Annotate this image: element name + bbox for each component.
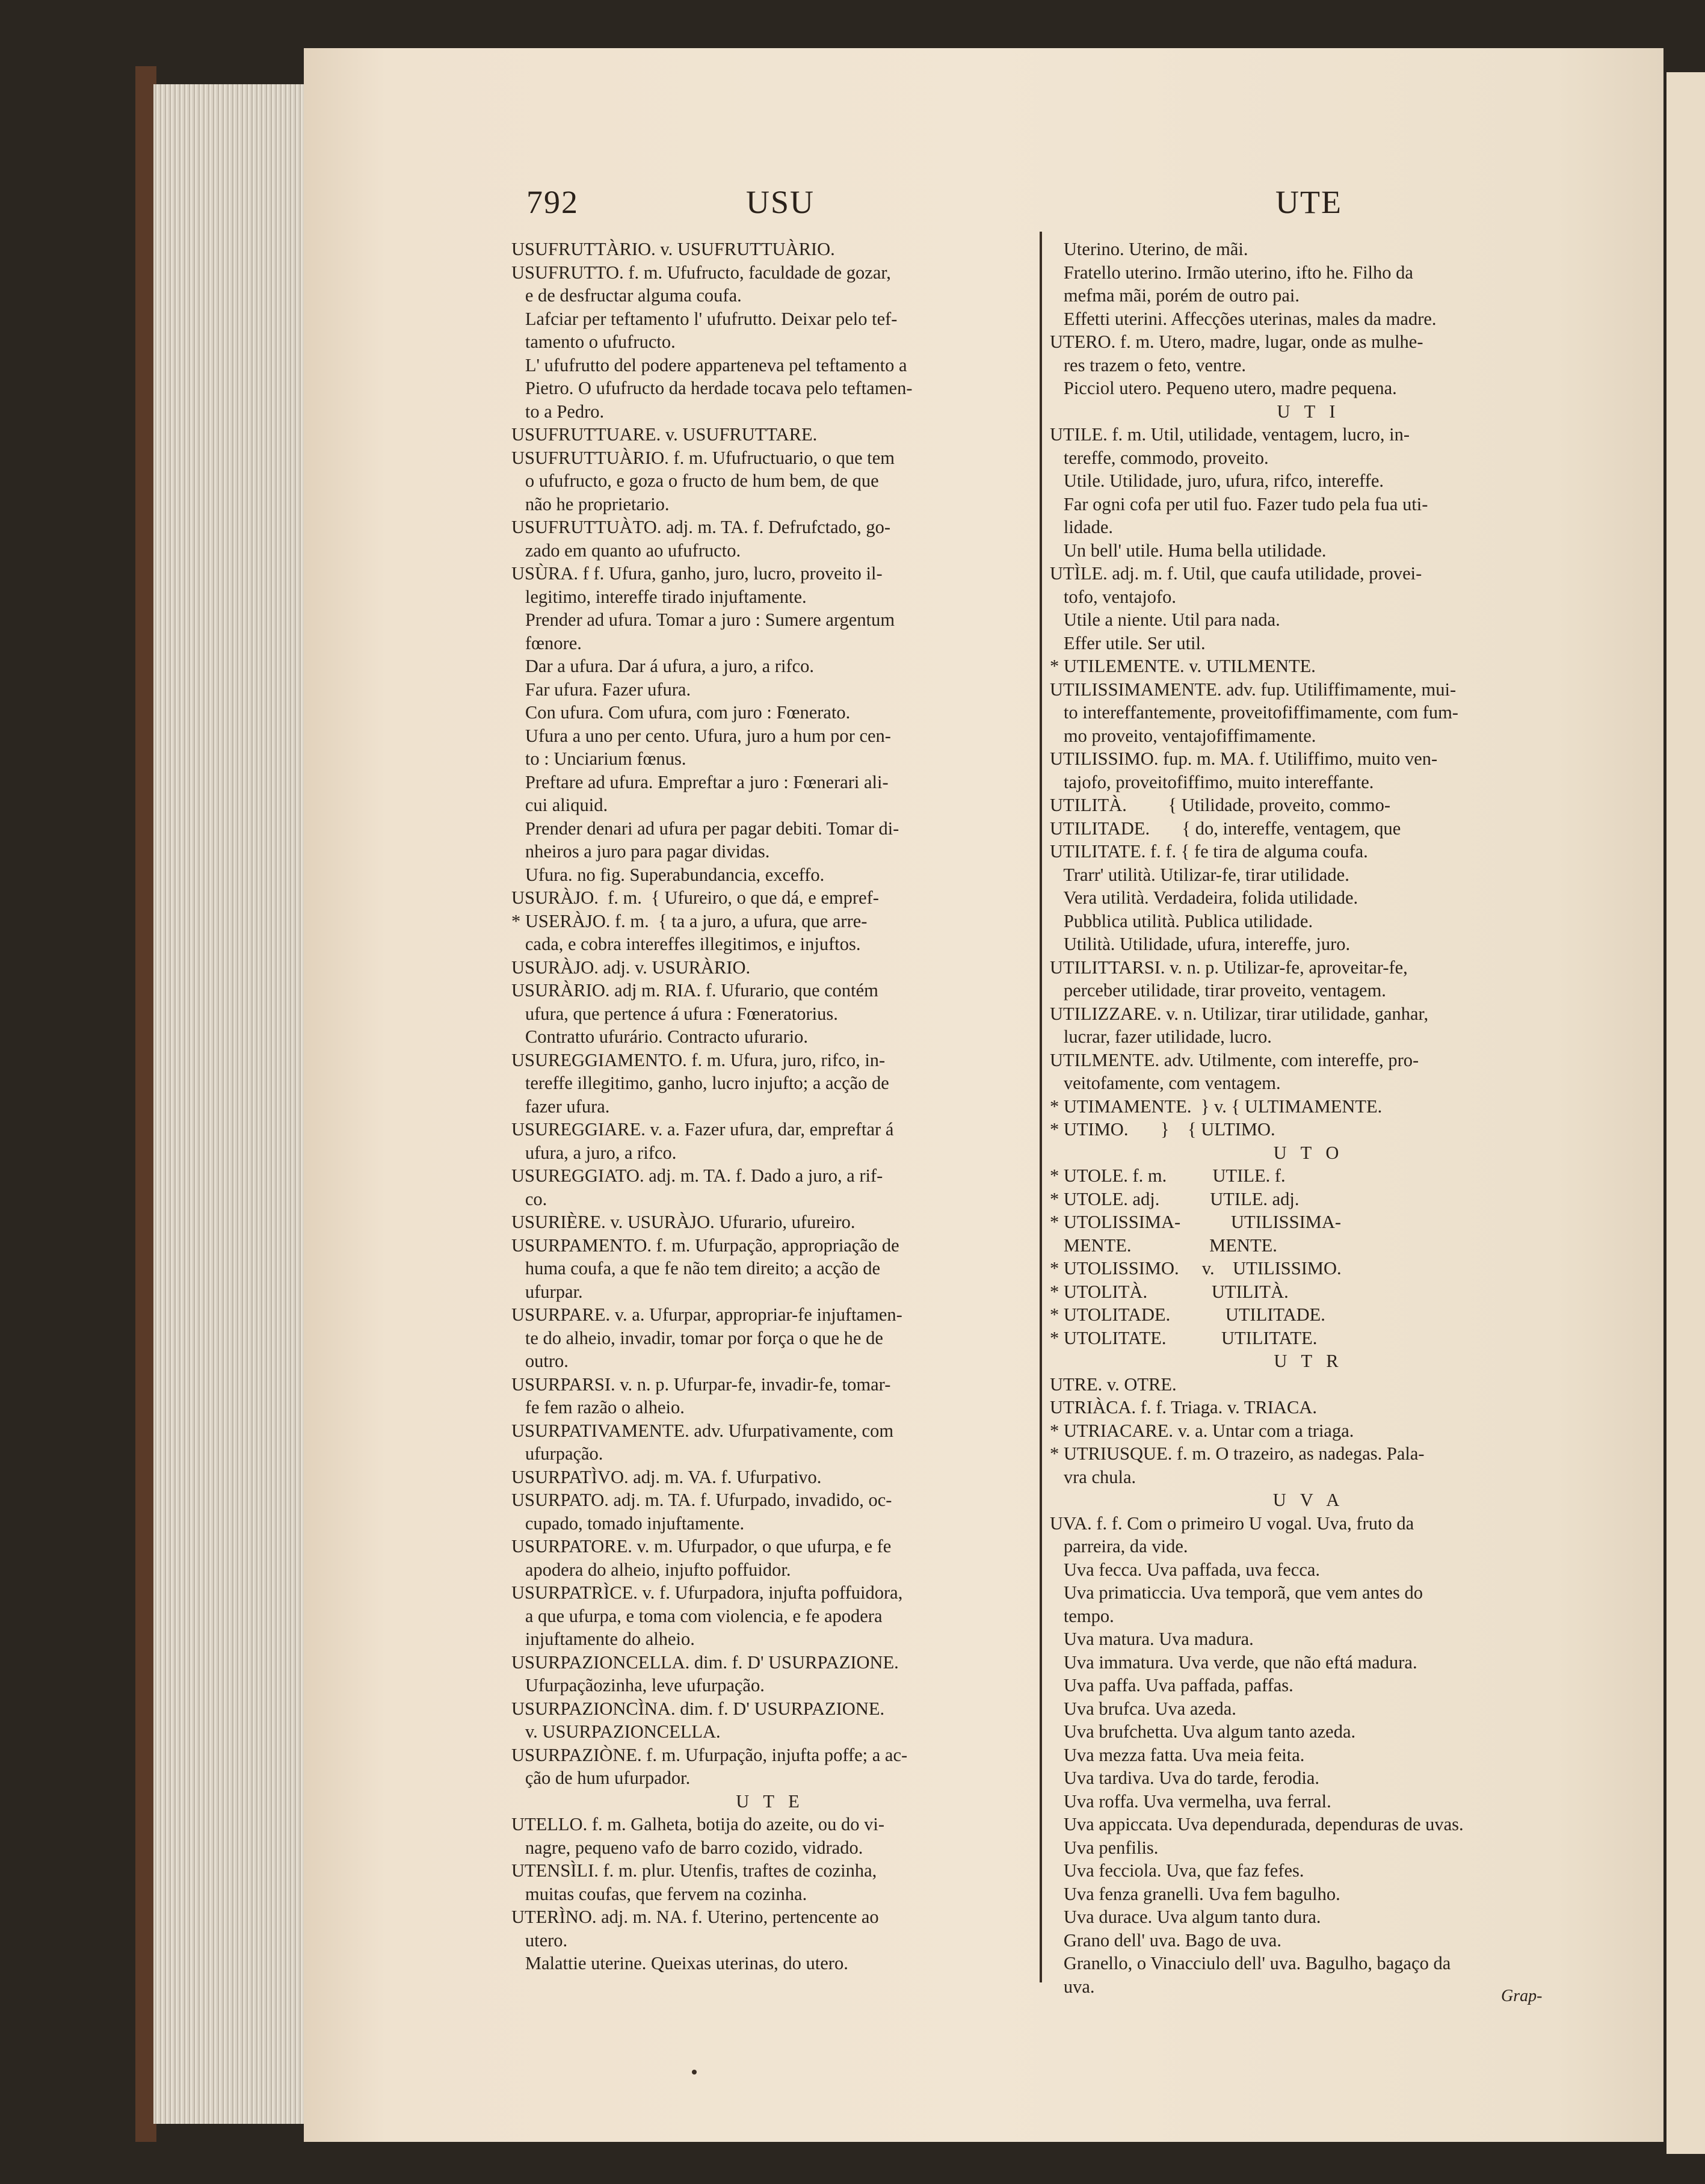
dictionary-line: * UTOLISSIMA- UTILISSIMA- [1050,1212,1342,1232]
dictionary-line: tereffe illegitimo, ganho, lucro injufto; a acção de [511,1073,889,1093]
dictionary-line: USURPARSI. v. n. p. Ufurpar-fe, invadir-fe, tomar- [511,1374,891,1395]
dictionary-line: UTILITADE. { do, intereffe, ventagem, que [1050,818,1401,839]
dictionary-line: nheiros a juro para pagar dividas. [511,841,770,862]
dictionary-line: fœnore. [511,632,582,653]
dictionary-line: Contratto ufurário. Contracto ufurario. [511,1026,808,1047]
dictionary-line: Far ogni cofa per util fuo. Fazer tudo pela fua uti- [1050,493,1428,514]
dictionary-line: Uva primaticcia. Uva temporã, que vem antes do [1050,1582,1423,1603]
dictionary-line: UTILISSIMAMENTE. adv. fup. Utiliffimamente, mui- [1050,679,1457,700]
dictionary-line: Effetti uterini. Affecções uterinas, males da madre. [1050,308,1437,329]
dictionary-line: parreira, da vide. [1050,1536,1188,1556]
dictionary-line: Ufurpaçãozinha, leve ufurpação. [511,1675,765,1695]
dictionary-line: * UTOLITATE. UTILITATE. [1050,1327,1318,1348]
dictionary-line: USUREGGIARE. v. a. Fazer ufura, dar, empreftar á [511,1119,894,1140]
dictionary-line: UTILISSIMO. fup. m. MA. f. Utiliffimo, muito ven- [1050,748,1438,769]
dictionary-line: Effer utile. Ser util. [1050,632,1206,653]
dictionary-line: perceber utilidade, tirar proveito, ventagem. [1050,980,1386,1001]
dictionary-line: USURPATÌVO. adj. m. VA. f. Ufurpativo. [511,1466,822,1487]
dictionary-line: zado em quanto ao ufufructo. [511,540,741,561]
dictionary-line: UTILITTARSI. v. n. p. Utilizar-fe, aproveitar-fe, [1050,957,1408,978]
page-stack-edge [153,84,304,2124]
dictionary-line: U T O [1273,1142,1344,1163]
dictionary-line: Grano dell' uva. Bago de uva. [1050,1930,1281,1951]
dictionary-line: * UTRIUSQUE. f. m. O trazeiro, as nadegas. Pala- [1050,1443,1425,1464]
dictionary-line: USURIÈRE. v. USURÀJO. Ufurario, ufureiro. [511,1212,856,1232]
dictionary-line: UTILE. f. m. Util, utilidade, ventagem, lucro, in- [1050,424,1410,445]
dictionary-line: * UTOLISSIMO. v. UTILISSIMO. [1050,1258,1342,1279]
dictionary-line: USUFRUTTO. f. m. Ufufructo, faculdade de gozar, [511,262,891,283]
dictionary-line: Picciol utero. Pequeno utero, madre pequena. [1050,378,1397,398]
catchword: Grap- [1501,1987,1543,2005]
left-running-head: USU [746,184,815,220]
dictionary-line: tereffe, commodo, proveito. [1050,447,1269,468]
dictionary-line: * UTIMAMENTE. } v. { ULTIMAMENTE. [1050,1096,1383,1117]
ink-dot [692,2070,697,2074]
dictionary-line: muitas coufas, que fervem na cozinha. [511,1883,807,1904]
dictionary-line: ção de hum ufurpador. [511,1768,691,1788]
dictionary-line: U T E [736,1791,804,1812]
dictionary-line: USUREGGIATO. adj. m. TA. f. Dado a juro, a rif- [511,1165,883,1186]
dictionary-line: Uva durace. Uva algum tanto dura. [1050,1907,1321,1927]
dictionary-line: U T I [1277,401,1340,422]
dictionary-line: * UTOLE. f. m. UTILE. f. [1050,1165,1286,1186]
dictionary-line: USUFRUTTÀRIO. v. USUFRUTTUÀRIO. [511,239,835,259]
dictionary-line: UTRIÀCA. f. f. Triaga. v. TRIACA. [1050,1397,1317,1417]
facing-page-edge [1666,72,1705,2154]
dictionary-line: USURPAZIONCELLA. dim. f. D' USURPAZIONE. [511,1652,899,1673]
dictionary-line: ufurpar. [511,1281,583,1302]
dictionary-line: USUREGGIAMENTO. f. m. Ufura, juro, rifco, in- [511,1049,886,1070]
right-column [1050,238,1567,1998]
dictionary-line: v. USURPAZIONCELLA. [511,1721,721,1742]
dictionary-line: Preftare ad ufura. Empreftar a juro : Fœnerari ali- [511,771,889,792]
dictionary-line: * UTILEMENTE. v. UTILMENTE. [1050,656,1316,676]
dictionary-line: Utile. Utilidade, juro, ufura, rifco, intereffe. [1050,470,1384,491]
dictionary-line: to : Unciarium fœnus. [511,748,686,769]
dictionary-line: Uva fenza granelli. Uva fem bagulho. [1050,1883,1340,1904]
dictionary-line: USURPATO. adj. m. TA. f. Ufurpado, invadido, oc- [511,1490,892,1510]
dictionary-line: USURPARE. v. a. Ufurpar, appropriar-fe injuftamen- [511,1304,902,1325]
dictionary-line: Uva penfilis. [1050,1837,1159,1858]
dictionary-line: ufura, a juro, a rifco. [511,1142,677,1163]
dictionary-line: cupado, tomado injuftamente. [511,1513,745,1534]
dictionary-line: cui aliquid. [511,795,608,815]
dictionary-line: UVA. f. f. Com o primeiro U vogal. Uva, fruto da [1050,1513,1414,1534]
dictionary-line: res trazem o feto, ventre. [1050,354,1247,375]
dictionary-line: USURPAZIÒNE. f. m. Ufurpação, injufta poffe; a ac- [511,1744,908,1765]
dictionary-line: Vera utilità. Verdadeira, folida utilidade. [1050,887,1358,908]
dictionary-line: e de desfructar alguma coufa. [511,285,742,306]
dictionary-line: nagre, pequeno vafo de barro cozido, vidrado. [511,1837,863,1858]
dictionary-line: U T R [1274,1351,1343,1371]
dictionary-line: UTENSÌLI. f. m. plur. Utenfis, traftes de cozinha, [511,1860,877,1881]
dictionary-line: o ufufructo, e goza o fructo de hum bem, de que [511,470,879,491]
dictionary-line: mo proveito, ventajofiffimamente. [1050,725,1316,746]
dictionary-line: tempo. [1050,1605,1114,1626]
dictionary-line: USUFRUTTUÀRIO. f. m. Ufufructuario, o que tem [511,447,895,468]
dictionary-line: UTILITATE. f. f. { fe tira de alguma coufa. [1050,841,1368,862]
dictionary-line: * UTOLE. adj. UTILE. adj. [1050,1188,1300,1209]
dictionary-line: Con ufura. Com ufura, com juro : Fœnerato. [511,702,851,723]
dictionary-line: * UTIMO. } { ULTIMO. [1050,1119,1275,1140]
dictionary-line: Far ufura. Fazer ufura. [511,679,691,700]
dictionary-line: * USERÀJO. f. m. { ta a juro, a ufura, que arre- [511,910,868,931]
dictionary-line: Ufura. no fig. Superabundancia, exceffo. [511,864,825,885]
dictionary-line: huma coufa, a que fe não tem direito; a acção de [511,1258,881,1279]
dictionary-line: Utilità. Utilidade, ufura, intereffe, juro. [1050,934,1351,954]
dictionary-line: injuftamente do alheio. [511,1629,695,1649]
dictionary-line: tofo, ventajofo. [1050,586,1177,607]
dictionary-line: Uva appiccata. Uva dependurada, dependuras de uvas. [1050,1814,1464,1834]
dictionary-line: * UTRIACARE. v. a. Untar com a triaga. [1050,1420,1354,1441]
dictionary-line: Uterino. Uterino, de mãi. [1050,239,1248,259]
dictionary-line: ufura, que pertence á ufura : Fœneratorius. [511,1003,838,1024]
dictionary-line: Utile a niente. Util para nada. [1050,609,1280,630]
dictionary-line: fe fem razão o alheio. [511,1397,685,1417]
page-number: 792 [526,184,579,220]
right-running-head: UTE [1275,184,1342,220]
dictionary-line: Uva brufca. Uva azeda. [1050,1698,1236,1719]
dictionary-line: te do alheio, invadir, tomar por força o que he de [511,1327,883,1348]
dictionary-line: veitofamente, com ventagem. [1050,1073,1281,1093]
dictionary-line: Granello, o Vinacciulo dell' uva. Bagulho, bagaço da [1050,1953,1451,1973]
dictionary-line: Uva mezza fatta. Uva meia feita. [1050,1744,1305,1765]
dictionary-line: outro. [511,1351,569,1371]
dictionary-line: Uva paffa. Uva paffada, paffas. [1050,1675,1293,1695]
dictionary-line: UTILMENTE. adv. Utilmente, com intereffe, pro- [1050,1049,1419,1070]
dictionary-line: Prender ad ufura. Tomar a juro : Sumere argentum [511,609,895,630]
dictionary-line: Uva fecca. Uva paffada, uva fecca. [1050,1559,1321,1580]
dictionary-line: apodera do alheio, injufto poffuidor. [511,1559,791,1580]
dictionary-line: utero. [511,1930,568,1951]
dictionary-line: Uva fecciola. Uva, que faz fefes. [1050,1860,1304,1881]
dictionary-line: MENTE. MENTE. [1050,1235,1277,1256]
dictionary-line: USUFRUTTUARE. v. USUFRUTTARE. [511,424,818,445]
dictionary-line: UTILITÀ. { Utilidade, proveito, commo- [1050,795,1391,815]
dictionary-line: USURPAMENTO. f. m. Ufurpação, appropriação de [511,1235,899,1256]
dictionary-line: U V A [1272,1490,1345,1510]
dictionary-line: UTELLO. f. m. Galheta, botija do azeite, ou do vi- [511,1814,884,1834]
dictionary-line: USURPAZIONCÌNA. dim. f. D' USURPAZIONE. [511,1698,885,1719]
left-column [511,238,1029,1975]
dictionary-line: USURÀJO. adj. v. USURÀRIO. [511,957,751,978]
dictionary-line: to intereffantemente, proveitofiffimamente, com fum- [1050,702,1458,723]
dictionary-line: Uva matura. Uva madura. [1050,1629,1254,1649]
dictionary-line: legitimo, intereffe tirado injuftamente. [511,586,807,607]
dictionary-line: USURÀRIO. adj m. RIA. f. Ufurario, que contém [511,980,878,1001]
dictionary-line: Fratello uterino. Irmão uterino, ifto he. Filho da [1050,262,1413,283]
dictionary-line: USUFRUTTUÀTO. adj. m. TA. f. Defrufctado, go- [511,517,891,537]
dictionary-line: Uva immatura. Uva verde, que não eftá madura. [1050,1652,1417,1673]
dictionary-line: lidade. [1050,517,1114,537]
dictionary-line: a que ufurpa, e toma com violencia, e fe apodera [511,1605,883,1626]
dictionary-line: USURPATORE. v. m. Ufurpador, o que ufurpa, e fe [511,1536,892,1556]
dictionary-line: Dar a ufura. Dar á ufura, a juro, a rifco. [511,656,814,676]
dictionary-line: UTERO. f. m. Utero, madre, lugar, onde as mulhe- [1050,332,1423,352]
dictionary-line: L' ufufrutto del podere apparteneva pel teftamento a [511,354,907,375]
dictionary-line: USÙRA. f f. Ufura, ganho, juro, lucro, proveito il- [511,563,883,584]
dictionary-line: * UTOLITADE. UTILITADE. [1050,1304,1325,1325]
dictionary-line: USURÀJO. f. m. { Ufureiro, o que dá, e empref- [511,887,879,908]
dictionary-line: UTERÌNO. adj. m. NA. f. Uterino, pertencente ao [511,1907,879,1927]
dictionary-line: fazer ufura. [511,1096,610,1117]
dictionary-line: tajofo, proveitofiffimo, muito intereffante. [1050,771,1374,792]
dictionary-line: co. [511,1188,547,1209]
dictionary-line: mefma mãi, porém de outro pai. [1050,285,1300,306]
dictionary-line: uva. [1050,1976,1095,1997]
dictionary-line: tamento o ufufructo. [511,332,676,352]
column-rule [1040,232,1042,1982]
dictionary-line: Trarr' utilità. Utilizar-fe, tirar utilidade. [1050,864,1349,885]
dictionary-line: * UTOLITÀ. UTILITÀ. [1050,1281,1289,1302]
dictionary-line: USURPATIVAMENTE. adv. Ufurpativamente, com [511,1420,894,1441]
dictionary-line: Prender denari ad ufura per pagar debiti. Tomar di- [511,818,899,839]
dictionary-line: Uva roffa. Uva vermelha, uva ferral. [1050,1791,1331,1812]
dictionary-line: UTILIZZARE. v. n. Utilizar, tirar utilidade, ganhar, [1050,1003,1429,1024]
dictionary-line: Un bell' utile. Huma bella utilidade. [1050,540,1327,561]
dictionary-line: Uva tardiva. Uva do tarde, ferodia. [1050,1768,1319,1788]
dictionary-line: to a Pedro. [511,401,605,422]
dictionary-line: UTÌLE. adj. m. f. Util, que caufa utilidade, provei- [1050,563,1422,584]
dictionary-line: lucrar, fazer utilidade, lucro. [1050,1026,1272,1047]
dictionary-line: Pietro. O ufufructo da herdade tocava pelo teftamen- [511,378,913,398]
dictionary-line: cada, e cobra intereffes illegitimos, e injuftos. [511,934,861,954]
dictionary-line: Ufura a uno per cento. Ufura, juro a hum por cen- [511,725,891,746]
dictionary-line: USURPATRÌCE. v. f. Ufurpadora, injufta poffuidora, [511,1582,903,1603]
dictionary-line: UTRE. v. OTRE. [1050,1374,1177,1395]
dictionary-line: Lafciar per teftamento l' ufufrutto. Deixar pelo tef- [511,308,898,329]
dictionary-line: ufurpação. [511,1443,603,1464]
dictionary-line: Malattie uterine. Queixas uterinas, do utero. [511,1953,848,1973]
dictionary-line: Pubblica utilità. Publica utilidade. [1050,910,1313,931]
dictionary-line: vra chula. [1050,1466,1136,1487]
dictionary-line: não he proprietario. [511,493,670,514]
dictionary-line: Uva brufchetta. Uva algum tanto azeda. [1050,1721,1356,1742]
